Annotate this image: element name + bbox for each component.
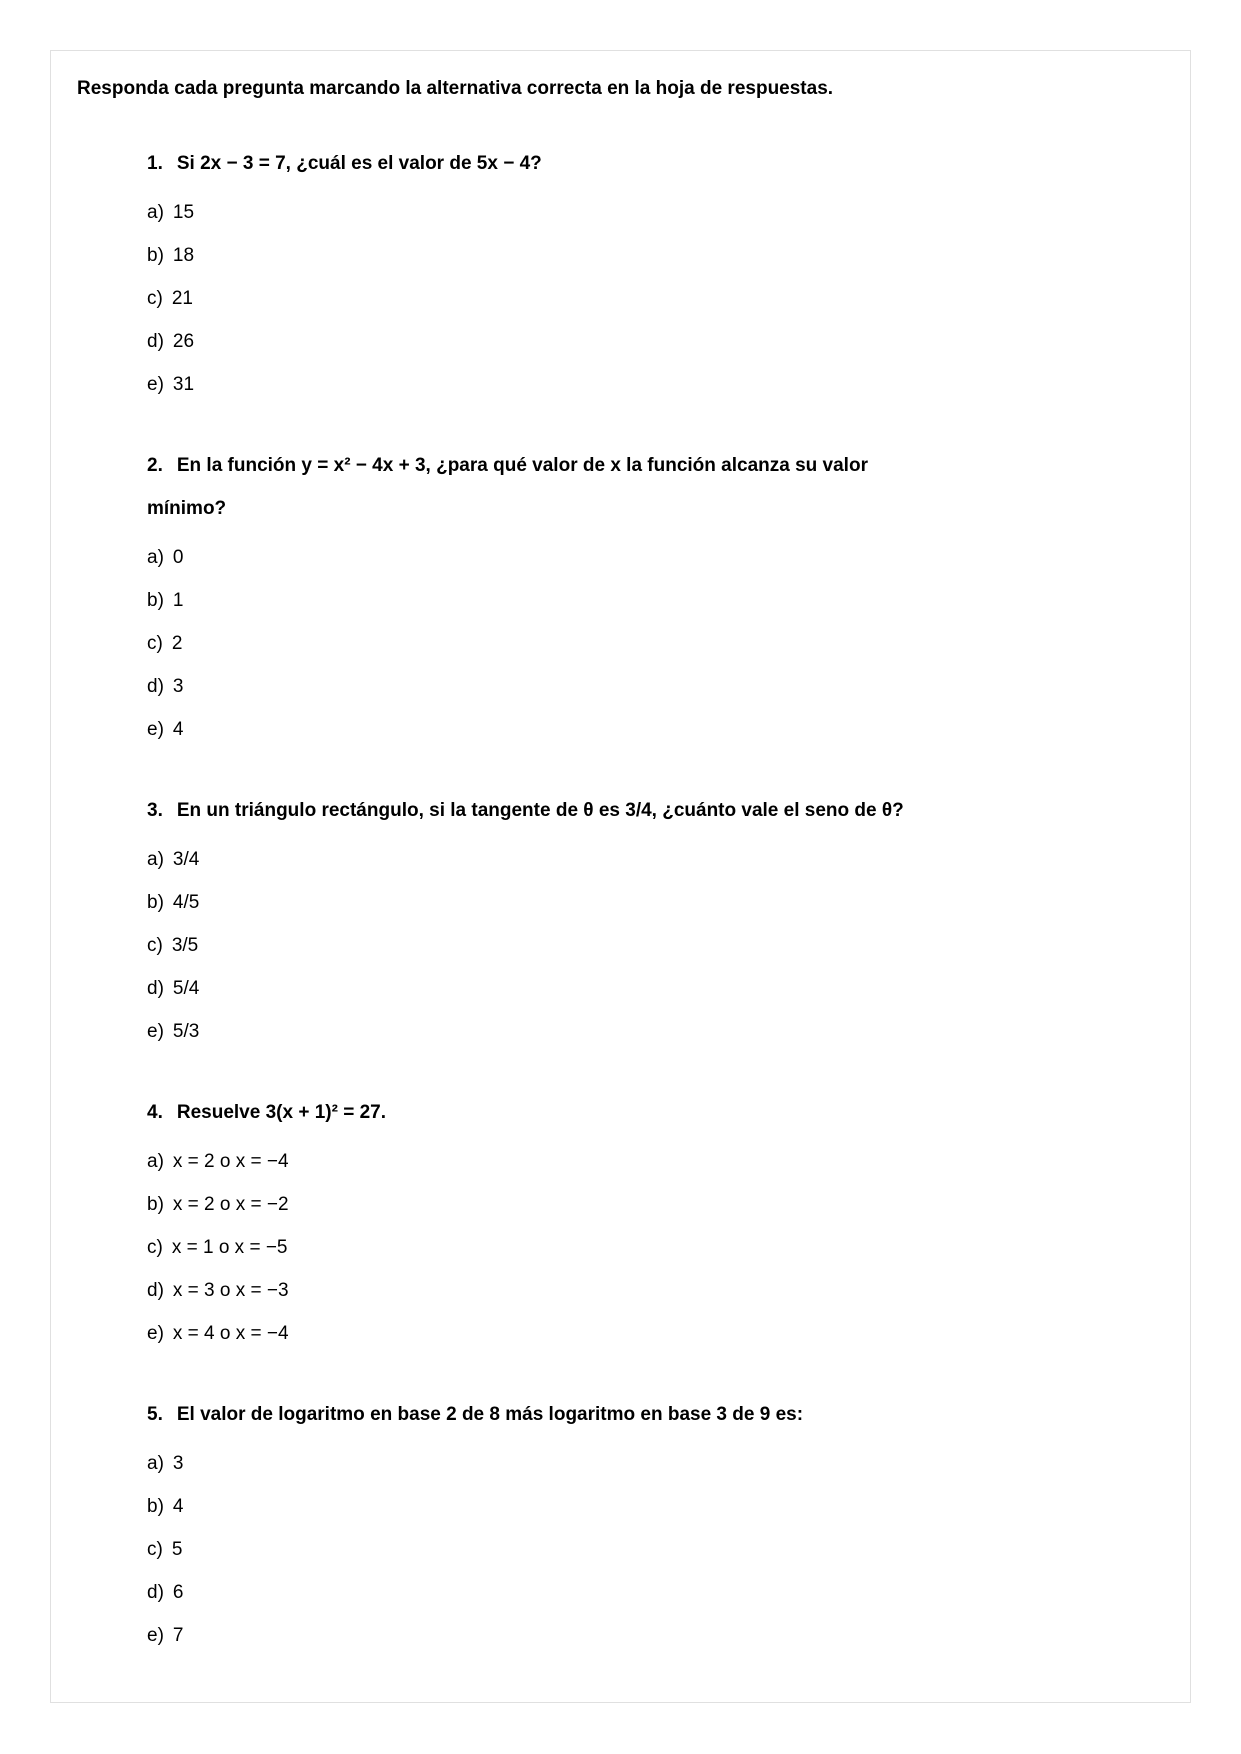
option-label: d) bbox=[147, 676, 164, 697]
question-4-text: Resuelve 3(x + 1)² = 27. bbox=[176, 1102, 386, 1123]
option-value: 15 bbox=[172, 202, 195, 223]
option-value: 26 bbox=[172, 331, 195, 352]
question-3-heading bbox=[147, 789, 1067, 832]
option-label: c) bbox=[147, 633, 163, 654]
option-value: x = 3 o x = −3 bbox=[172, 1280, 289, 1301]
question-5-option-e bbox=[147, 1614, 1160, 1657]
option-label: b) bbox=[147, 892, 164, 913]
question-2-option-a bbox=[147, 536, 1160, 579]
question-4 bbox=[147, 1091, 1160, 1355]
option-label: a) bbox=[147, 849, 164, 870]
option-label: d) bbox=[147, 1280, 164, 1301]
option-value: 31 bbox=[172, 374, 195, 395]
option-value: 3/4 bbox=[172, 849, 200, 870]
question-3-option-a bbox=[147, 838, 1160, 881]
option-value: 3 bbox=[172, 1453, 184, 1474]
option-label: c) bbox=[147, 1237, 163, 1258]
question-4-option-c bbox=[147, 1226, 1160, 1269]
option-label: d) bbox=[147, 331, 164, 352]
question-4-option-a bbox=[147, 1140, 1160, 1183]
question-3-option-b bbox=[147, 881, 1160, 924]
option-label: b) bbox=[147, 590, 164, 611]
question-2-option-c bbox=[147, 622, 1160, 665]
question-2-number: 2. bbox=[147, 455, 163, 476]
option-value: 4 bbox=[172, 1496, 184, 1517]
question-5-option-c bbox=[147, 1528, 1160, 1571]
option-value: 5/4 bbox=[172, 978, 200, 999]
question-2-heading bbox=[147, 444, 1067, 530]
option-label: e) bbox=[147, 1625, 164, 1646]
question-5-text: El valor de logaritmo en base 2 de 8 más logaritmo en base 3 de 9 es: bbox=[176, 1404, 804, 1425]
option-value: 4 bbox=[172, 719, 184, 740]
question-1-option-c bbox=[147, 277, 1160, 320]
question-1 bbox=[147, 142, 1160, 406]
option-value: 7 bbox=[172, 1625, 184, 1646]
question-5-heading bbox=[147, 1393, 1067, 1436]
option-value: x = 2 o x = −2 bbox=[172, 1194, 289, 1215]
question-2-option-e bbox=[147, 708, 1160, 751]
option-label: e) bbox=[147, 719, 164, 740]
question-3-number: 3. bbox=[147, 800, 163, 821]
option-label: c) bbox=[147, 1539, 163, 1560]
question-5-option-b bbox=[147, 1485, 1160, 1528]
question-2 bbox=[147, 444, 1160, 751]
question-1-heading bbox=[147, 142, 1067, 185]
question-1-option-a bbox=[147, 191, 1160, 234]
option-value: 3/5 bbox=[171, 935, 199, 956]
question-1-option-b bbox=[147, 234, 1160, 277]
option-value: x = 4 o x = −4 bbox=[172, 1323, 289, 1344]
option-value: 2 bbox=[171, 633, 183, 654]
option-value: 21 bbox=[171, 288, 193, 309]
question-4-number: 4. bbox=[147, 1102, 163, 1123]
question-4-option-d bbox=[147, 1269, 1160, 1312]
option-label: d) bbox=[147, 1582, 164, 1603]
question-1-text: Si 2x − 3 = 7, ¿cuál es el valor de 5x − 4? bbox=[176, 153, 542, 174]
option-value: 18 bbox=[172, 245, 195, 266]
question-1-option-d bbox=[147, 320, 1160, 363]
option-label: e) bbox=[147, 374, 164, 395]
question-2-option-b bbox=[147, 579, 1160, 622]
option-value: 5 bbox=[171, 1539, 183, 1560]
option-label: e) bbox=[147, 1021, 164, 1042]
question-1-number: 1. bbox=[147, 153, 163, 174]
instruction-text: Responda cada pregunta marcando la alternativa correcta en la hoja de respuestas. bbox=[77, 78, 834, 99]
option-value: 5/3 bbox=[172, 1021, 200, 1042]
question-5 bbox=[147, 1393, 1160, 1657]
question-5-number: 5. bbox=[147, 1404, 163, 1425]
question-3-text: En un triángulo rectángulo, si la tangente de θ es 3/4, ¿cuánto vale el seno de θ? bbox=[176, 800, 904, 821]
question-2-text-line-2: mínimo? bbox=[147, 498, 227, 519]
option-value: 3 bbox=[172, 676, 184, 697]
option-value: x = 2 o x = −4 bbox=[172, 1151, 289, 1172]
option-value: 0 bbox=[172, 547, 184, 568]
document-page bbox=[50, 50, 1191, 1703]
question-2-option-d bbox=[147, 665, 1160, 708]
option-label: a) bbox=[147, 547, 164, 568]
question-3-option-c bbox=[147, 924, 1160, 967]
option-label: b) bbox=[147, 245, 164, 266]
question-2-text-line-1: En la función y = x² − 4x + 3, ¿para qué valor de x la función alcanza su valor bbox=[176, 455, 868, 476]
option-label: c) bbox=[147, 935, 163, 956]
option-value: 6 bbox=[172, 1582, 184, 1603]
question-4-heading bbox=[147, 1091, 1067, 1134]
option-label: a) bbox=[147, 1453, 164, 1474]
option-label: b) bbox=[147, 1496, 164, 1517]
question-5-option-d bbox=[147, 1571, 1160, 1614]
question-1-option-e bbox=[147, 363, 1160, 406]
option-label: e) bbox=[147, 1323, 164, 1344]
option-value: x = 1 o x = −5 bbox=[171, 1237, 288, 1258]
question-list bbox=[147, 142, 1160, 1657]
question-4-option-b bbox=[147, 1183, 1160, 1226]
option-label: b) bbox=[147, 1194, 164, 1215]
option-label: c) bbox=[147, 288, 163, 309]
option-label: d) bbox=[147, 978, 164, 999]
option-label: a) bbox=[147, 1151, 164, 1172]
question-4-option-e bbox=[147, 1312, 1160, 1355]
question-5-option-a bbox=[147, 1442, 1160, 1485]
question-3-option-d bbox=[147, 967, 1160, 1010]
option-value: 4/5 bbox=[172, 892, 200, 913]
question-3 bbox=[147, 789, 1160, 1053]
option-value: 1 bbox=[172, 590, 184, 611]
question-3-option-e bbox=[147, 1010, 1160, 1053]
option-label: a) bbox=[147, 202, 164, 223]
